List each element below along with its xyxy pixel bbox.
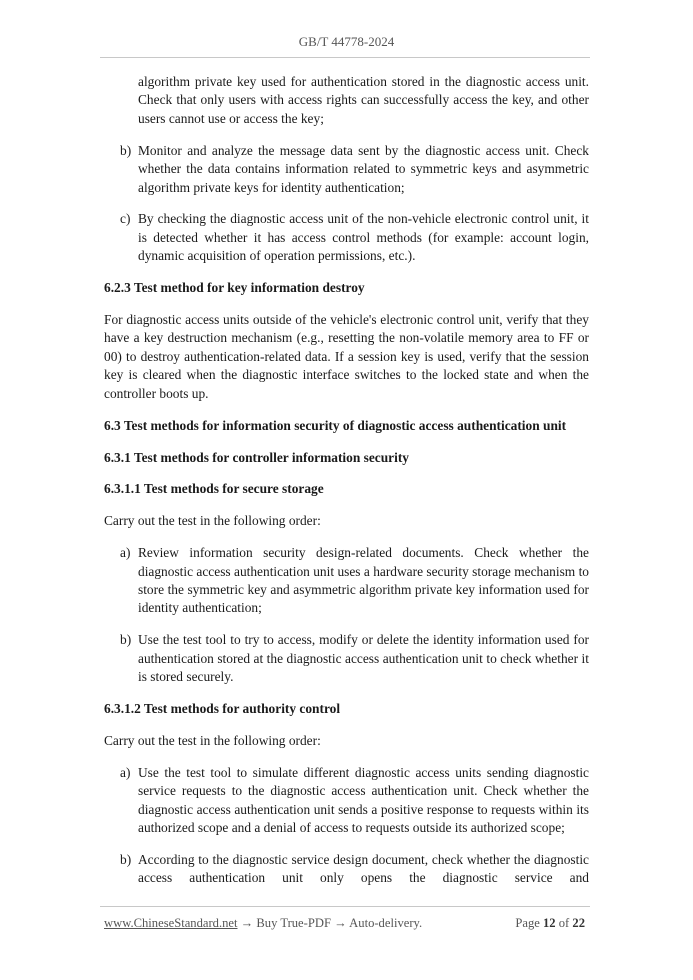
buy-true-pdf-text: Buy True-PDF — [256, 916, 331, 930]
arrow-icon: → — [240, 916, 254, 930]
continued-paragraph: algorithm private key used for authentication stored in the diagnostic access unit. Check that only users with access rights can successfully access the key, and other users cannot use or access the key; — [138, 74, 589, 126]
section-heading-6-3-1-2: 6.3.1.2 Test methods for authority control — [104, 701, 341, 717]
list-item — [104, 764, 589, 838]
list-marker: a) — [120, 764, 131, 780]
page-label: Page — [515, 916, 540, 930]
footer-rule — [100, 906, 590, 907]
list-item — [104, 142, 589, 197]
auto-delivery-text: Auto-delivery. — [349, 916, 423, 930]
arrow-icon: → — [334, 916, 347, 930]
current-page: 12 — [543, 916, 556, 930]
list-item-text: Use the test tool to try to access, modify or delete the identity information used for authentication stored at the diagnostic access authentication unit to check whether it is stored securely. — [138, 632, 589, 685]
list-marker: b) — [120, 142, 132, 158]
list-item — [104, 210, 589, 265]
paragraph: For diagnostic access units outside of the vehicle's electronic control unit, verify that they have a key destruction mechanism (e.g., resetting the non-volatile memory area to FF or 00) to destroy authentication-related data. If a session key is used, verify that the session key is cleared when the diagnostic interface switches to the locked state and when the controller boots up. — [104, 312, 589, 401]
page-number — [515, 916, 585, 931]
list-item-text: Use the test tool to simulate different diagnostic access units sending diagnostic service requests to the diagnostic access authentication unit. Check whether the diagnostic access authentication unit sends a positive response to requests within its authorized scope and a denial of access to requests outside its authorized scope; — [138, 764, 589, 836]
page-content — [104, 73, 589, 888]
list-item — [104, 851, 589, 888]
section-heading-6-3-1: 6.3.1 Test methods for controller information security — [104, 449, 409, 465]
total-pages: 22 — [572, 916, 585, 930]
list-item-text: By checking the diagnostic access unit of the non-vehicle electronic control unit, it is detected whether it has access control methods (for example: account login, dynamic acquisition of operation permissions, etc.). — [138, 211, 589, 264]
list-marker: b) — [120, 632, 132, 648]
list-item-text: According to the diagnostic service design document, check whether the diagnostic access authentication unit only opens the diagnostic service and — [138, 852, 589, 886]
section-heading-6-3: 6.3 Test methods for information security of diagnostic access authentication unit — [104, 417, 567, 433]
list-marker: b) — [120, 852, 132, 867]
paragraph: Carry out the test in the following order: — [104, 732, 321, 748]
list-item-text: Review information security design-related documents. Check whether the diagnostic access authentication unit uses a hardware security storage mechanism to store the symmetric key and asymmetric algorithm private key information used for identity authentication; — [138, 545, 589, 616]
section-heading-6-2-3: 6.2.3 Test method for key information destroy — [104, 280, 365, 296]
list-item — [104, 544, 589, 618]
header-rule — [100, 57, 590, 58]
paragraph: Carry out the test in the following order: — [104, 513, 321, 529]
of-label: of — [558, 916, 570, 930]
document-id-header: GB/T 44778-2024 — [298, 34, 395, 49]
list-item-text: Monitor and analyze the message data sent by the diagnostic access unit. Check whether the data contains information related to symmetric keys and asymmetric algorithm private keys for identity authentication; — [138, 142, 589, 195]
section-heading-6-3-1-1: 6.3.1.1 Test methods for secure storage — [104, 481, 324, 497]
list-marker: c) — [120, 211, 131, 227]
page-footer — [104, 916, 589, 931]
website-link[interactable]: www.ChineseStandard.net — [104, 916, 238, 930]
list-marker: a) — [120, 545, 131, 561]
list-item — [104, 631, 589, 686]
